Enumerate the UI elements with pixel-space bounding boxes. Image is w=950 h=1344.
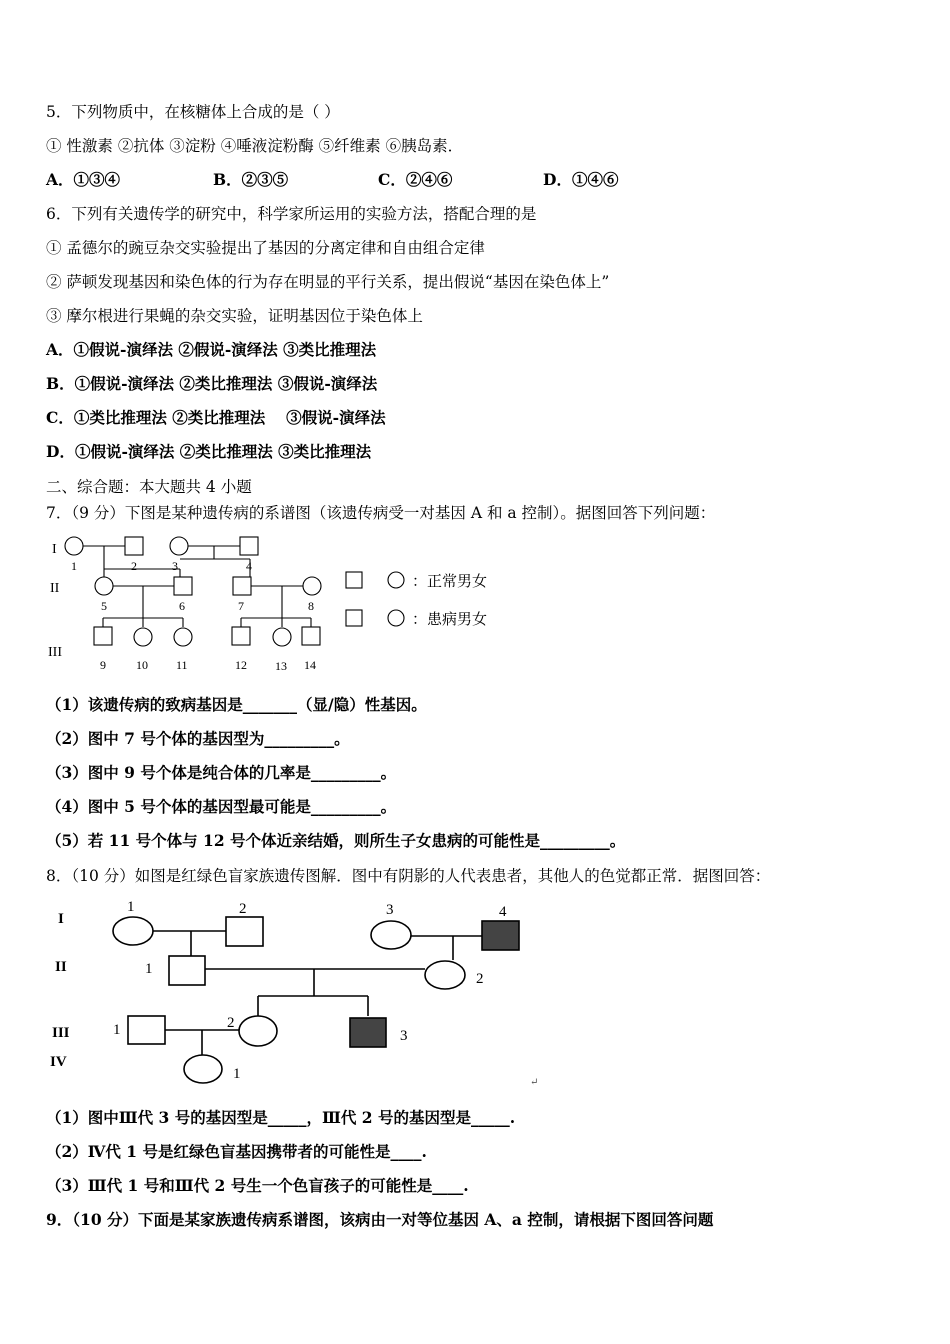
q8-id: 4 bbox=[499, 904, 507, 920]
q8-gen-label: IV bbox=[50, 1054, 67, 1070]
q5-option-c[interactable]: C．②④⑥ bbox=[378, 170, 453, 189]
q5-option-d[interactable]: D．①④⑥ bbox=[543, 170, 619, 189]
q7-id: 13 bbox=[275, 659, 287, 673]
q7-stem: 7．（9 分）下图是某种遗传病的系谱图（该遗传病受一对基因 A 和 a 控制）。据图回答下列问题： bbox=[46, 504, 716, 522]
q7-id: 5 bbox=[101, 599, 107, 613]
q8-id: 3 bbox=[400, 1028, 408, 1044]
q6-statement-1: ① 孟德尔的豌豆杂交实验提出了基因的分离定律和自由组合定律 bbox=[46, 239, 485, 257]
return-mark-icon: ↵ bbox=[530, 1077, 539, 1088]
q7-legend-affected: ：患病男女 bbox=[412, 612, 488, 628]
q8-gen-label: II bbox=[55, 959, 67, 975]
q8-gen-label: I bbox=[58, 911, 64, 927]
q8-id: 1 bbox=[113, 1022, 121, 1038]
q7-part-3: （3）图中 9 号个体是纯合体的几率是_________。 bbox=[46, 763, 397, 782]
q8-stem: 8．（10 分）如图是红绿色盲家族遗传图解．图中有阴影的人代表患者，其他人的色觉都正常．据图回答： bbox=[46, 867, 771, 885]
q7-gen-label: I bbox=[52, 542, 57, 557]
q5-option-b[interactable]: B．②③⑤ bbox=[213, 170, 289, 189]
q6-option-b[interactable]: B．①假说-演绎法 ②类比推理法 ③假说-演绎法 bbox=[46, 374, 378, 393]
q7-pedigree-chart bbox=[40, 530, 540, 680]
q8-part-3: （3）Ⅲ代 1 号和Ⅲ代 2 号生一个色盲孩子的可能性是____. bbox=[46, 1176, 469, 1195]
q5-items: ① 性激素 ②抗体 ③淀粉 ④唾液淀粉酶 ⑤纤维素 ⑥胰岛素． bbox=[46, 137, 464, 155]
q8-part-1: （1）图中Ⅲ代 3 号的基因型是_____，Ⅲ代 2 号的基因型是_____. bbox=[46, 1108, 516, 1127]
q6-option-a[interactable]: A．①假说-演绎法 ②假说-演绎法 ③类比推理法 bbox=[46, 340, 377, 359]
q8-gen-label: III bbox=[52, 1025, 70, 1041]
q8-id: 2 bbox=[227, 1015, 235, 1031]
section-heading: 二、综合题：本大题共 4 小题 bbox=[46, 478, 252, 496]
q8-pedigree-chart bbox=[40, 893, 550, 1093]
q7-part-1: （1）该遗传病的致病基因是_______（显/隐）性基因。 bbox=[46, 695, 427, 714]
q7-id: 12 bbox=[235, 658, 247, 672]
q8-part-2: （2）Ⅳ代 1 号是红绿色盲基因携带者的可能性是____. bbox=[46, 1142, 427, 1161]
q7-part-4: （4）图中 5 号个体的基因型最可能是_________。 bbox=[46, 797, 397, 816]
q7-id: 9 bbox=[100, 658, 106, 672]
q7-id: 3 bbox=[172, 559, 178, 573]
q7-id: 1 bbox=[71, 559, 77, 573]
q8-id: 2 bbox=[239, 901, 247, 917]
q6-option-d[interactable]: D．①假说-演绎法 ②类比推理法 ③类比推理法 bbox=[46, 442, 372, 461]
q8-id: 1 bbox=[127, 899, 135, 915]
q7-legend-normal: ：正常男女 bbox=[412, 574, 488, 590]
q7-part-2: （2）图中 7 号个体的基因型为_________。 bbox=[46, 729, 350, 748]
q7-id: 4 bbox=[246, 559, 252, 573]
q6-statement-2: ② 萨顿发现基因和染色体的行为存在明显的平行关系，提出假说“基因在染色体上” bbox=[46, 273, 610, 291]
q7-id: 14 bbox=[304, 658, 316, 672]
q9-stem: 9．（10 分）下面是某家族遗传病系谱图，该病由一对等位基因 A、a 控制，请根据下图回答问题 bbox=[46, 1210, 714, 1229]
q7-id: 7 bbox=[238, 599, 244, 613]
q7-gen-label: III bbox=[48, 645, 62, 660]
q7-gen-label: II bbox=[50, 581, 60, 596]
q7-id: 2 bbox=[131, 559, 137, 573]
q7-id: 6 bbox=[179, 599, 185, 613]
q7-id: 10 bbox=[136, 658, 148, 672]
q5-option-a[interactable]: A．①③④ bbox=[46, 170, 121, 189]
q7-part-5: （5）若 11 号个体与 12 号个体近亲结婚，则所生子女患病的可能性是_________。 bbox=[46, 831, 626, 850]
q6-option-c[interactable]: C．①类比推理法 ②类比推理法 ③假说-演绎法 bbox=[46, 408, 386, 427]
q5-stem: 5．下列物质中，在核糖体上合成的是（ ） bbox=[46, 103, 340, 121]
q8-id: 1 bbox=[233, 1066, 241, 1082]
q8-id: 3 bbox=[386, 902, 394, 918]
q8-id: 1 bbox=[145, 961, 153, 977]
q6-statement-3: ③ 摩尔根进行果蝇的杂交实验，证明基因位于染色体上 bbox=[46, 307, 423, 325]
q8-id: 2 bbox=[476, 971, 484, 987]
q6-stem: 6．下列有关遗传学的研究中，科学家所运用的实验方法，搭配合理的是 bbox=[46, 205, 537, 223]
q7-id: 11 bbox=[176, 658, 188, 672]
q7-id: 8 bbox=[308, 599, 314, 613]
